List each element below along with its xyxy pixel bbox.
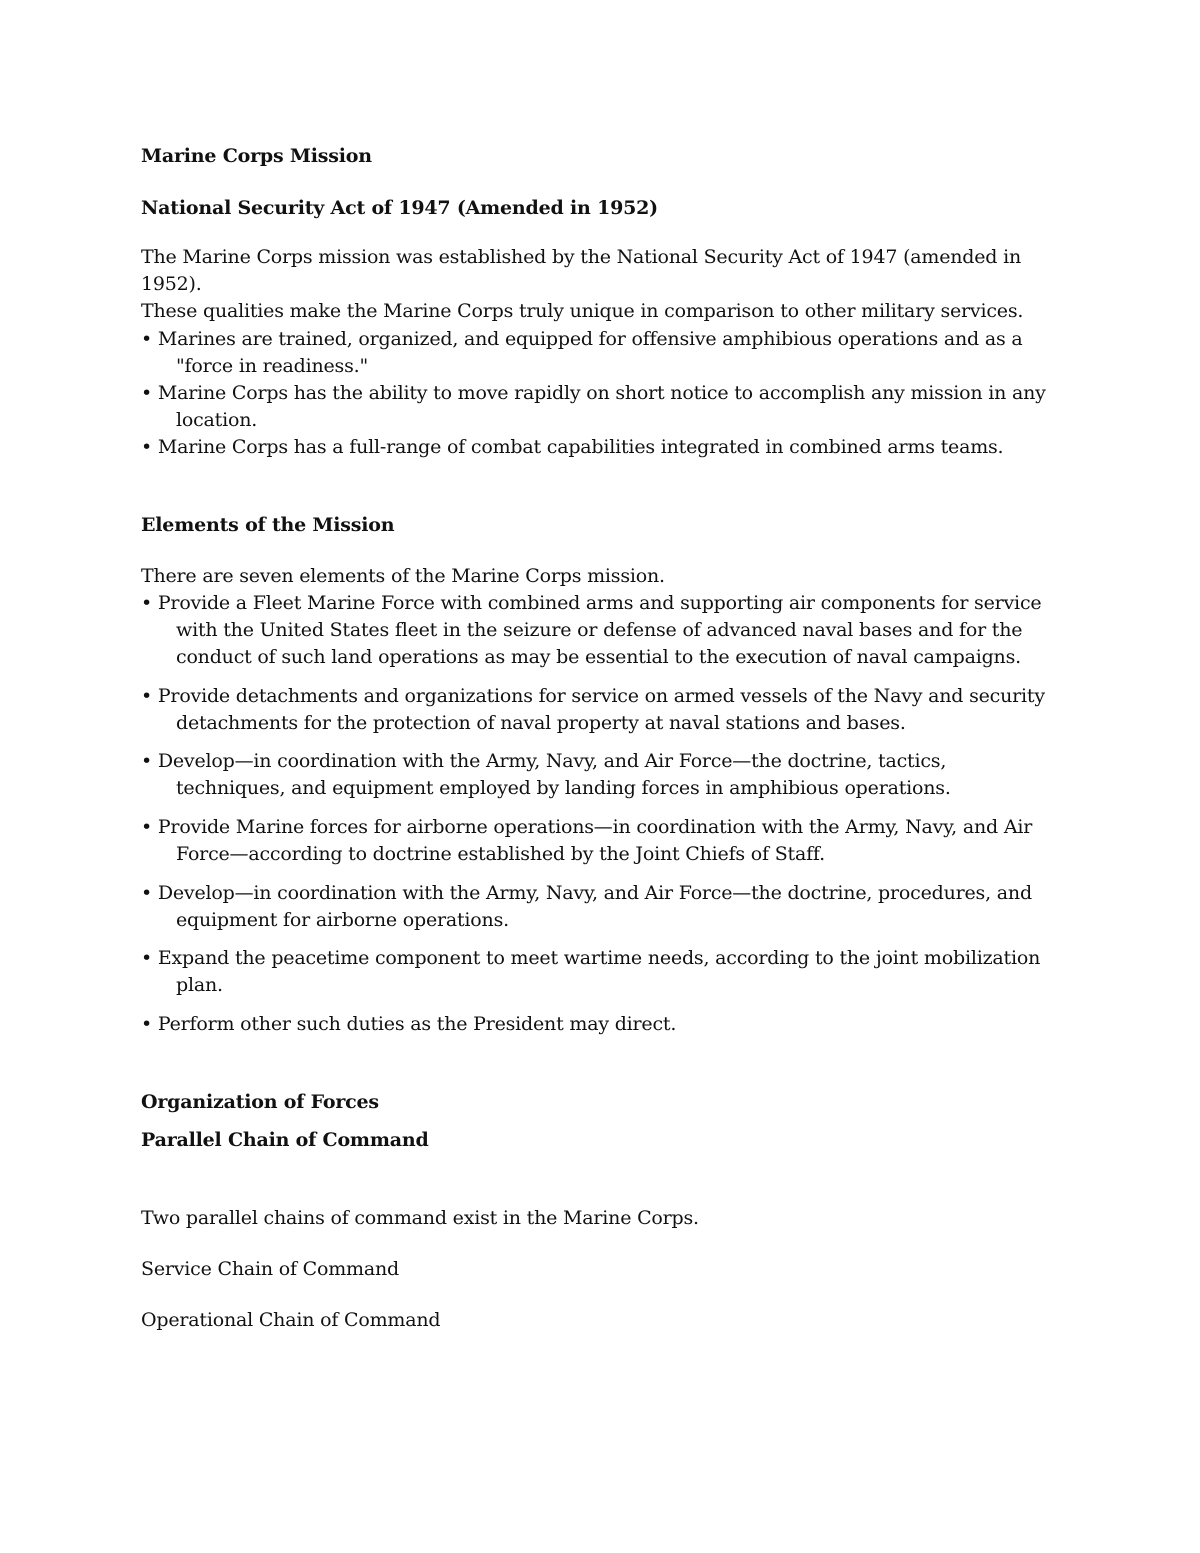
element-bullet: • Provide detachments and organizations for service on armed vessels of the Navy and security (141, 685, 1045, 707)
chain-item-service: Service Chain of Command (141, 1258, 399, 1280)
element-bullet: • Develop—in coordination with the Army, Navy, and Air Force—the doctrine, procedures, and (141, 882, 1032, 904)
element-bullet-continuation: Force—according to doctrine established by the Joint Chiefs of Staff. (176, 843, 825, 865)
section-heading-chain: Parallel Chain of Command (141, 1129, 429, 1151)
element-bullet-continuation: with the United States fleet in the seizure or defense of advanced naval bases and for the (176, 619, 1023, 641)
element-bullet: • Provide Marine forces for airborne operations—in coordination with the Army, Navy, and Air (141, 816, 1033, 838)
quality-bullet: • Marine Corps has the ability to move rapidly on short notice to accomplish any mission in any (141, 382, 1046, 404)
element-bullet-continuation: equipment for airborne operations. (176, 909, 509, 931)
chain-intro: Two parallel chains of command exist in the Marine Corps. (141, 1207, 699, 1229)
page-title: Marine Corps Mission (141, 145, 372, 167)
element-bullet-continuation: conduct of such land operations as may be essential to the execution of naval campaigns. (176, 646, 1021, 668)
element-bullet: • Expand the peacetime component to meet wartime needs, according to the joint mobilization (141, 947, 1041, 969)
quality-bullet-continuation: location. (176, 409, 258, 431)
elements-intro: There are seven elements of the Marine Corps mission. (141, 565, 665, 587)
section-subtitle: National Security Act of 1947 (Amended in 1952) (141, 197, 658, 219)
section-heading-organization: Organization of Forces (141, 1091, 379, 1113)
quality-bullet: • Marines are trained, organized, and equipped for offensive amphibious operations and as a (141, 328, 1023, 350)
quality-bullet: • Marine Corps has a full-range of combat capabilities integrated in combined arms teams. (141, 436, 1004, 458)
element-bullet: • Perform other such duties as the President may direct. (141, 1013, 677, 1035)
element-bullet-continuation: plan. (176, 974, 223, 996)
intro-paragraph-line: 1952). (141, 273, 202, 295)
intro-paragraph-line: The Marine Corps mission was established by the National Security Act of 1947 (amended in (141, 246, 1022, 268)
element-bullet: • Develop—in coordination with the Army, Navy, and Air Force—the doctrine, tactics, (141, 750, 947, 772)
element-bullet-continuation: detachments for the protection of naval property at naval stations and bases. (176, 712, 906, 734)
chain-item-operational: Operational Chain of Command (141, 1309, 441, 1331)
element-bullet: • Provide a Fleet Marine Force with combined arms and supporting air components for service (141, 592, 1042, 614)
section-heading-elements: Elements of the Mission (141, 514, 395, 536)
element-bullet-continuation: techniques, and equipment employed by landing forces in amphibious operations. (176, 777, 951, 799)
quality-bullet-continuation: "force in readiness." (176, 355, 369, 377)
intro-paragraph-line: These qualities make the Marine Corps truly unique in comparison to other military services. (141, 300, 1024, 322)
